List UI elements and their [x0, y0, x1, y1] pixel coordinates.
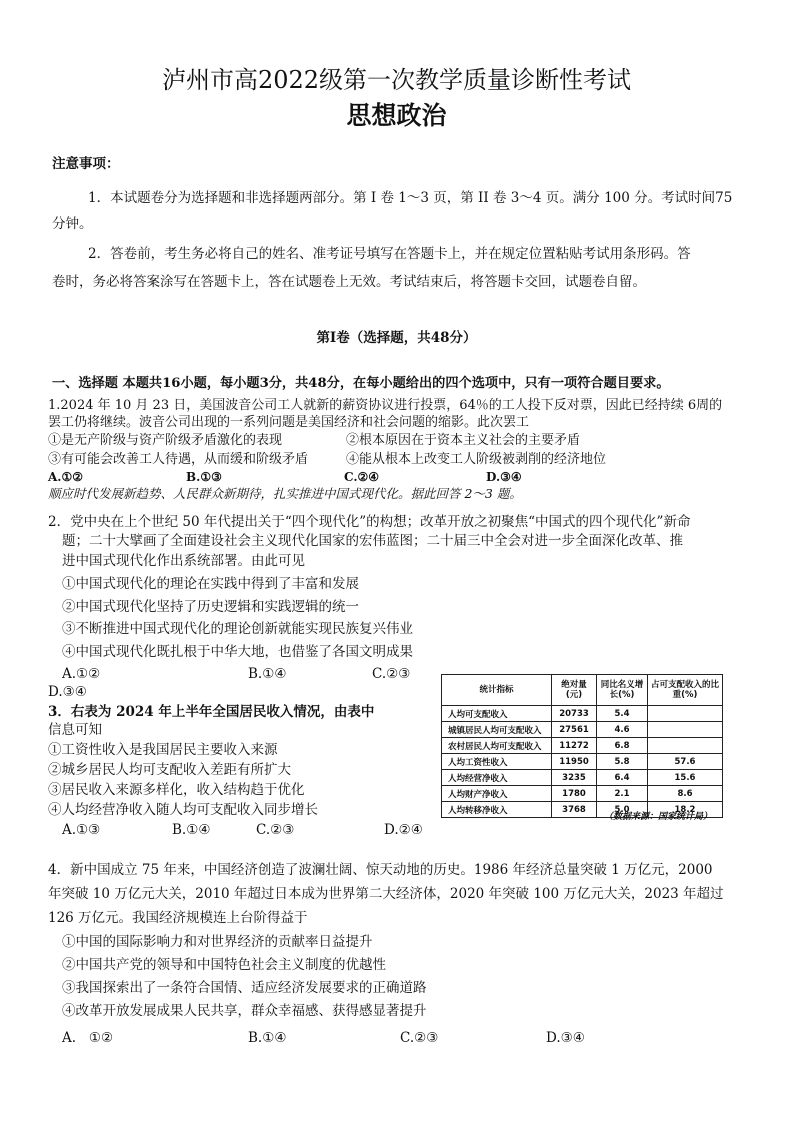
row-label: 人均转移净收入	[442, 802, 552, 818]
row-absolute: 3768	[552, 802, 597, 818]
q3-option-1: ①工资性收入是我国居民主要收入来源	[48, 742, 278, 758]
header-indicator: 统计指标	[442, 675, 552, 706]
row-label: 农村居民人均可支配收入	[442, 738, 552, 754]
q4-stem-line-3: 126 万亿元。我国经济规模连上台阶得益于	[48, 910, 308, 926]
q1-option-3: ③有可能会改善工人待遇，从而缓和阶级矛盾	[48, 452, 309, 467]
q4-stem-line-2: 年突破 10 万亿元大关，2010 年超过日本成为世界第二大经济体，2020 年突破 100 万亿元大关，2023 年超过	[48, 886, 724, 902]
row-absolute: 1780	[552, 786, 597, 802]
q1-stem-line-2: 罢工仍将继续。波音公司出现的一系列问题是美国经济和社会问题的缩影。此次罢工	[48, 415, 530, 430]
q4-choice-d: D.③④	[546, 1030, 585, 1046]
intro-q2-q3: 顺应时代发展新趋势、人民群众新期待，扎实推进中国式现代化。据此回答 2～3 题。	[48, 486, 522, 501]
q3-choice-b: B.①④	[172, 822, 211, 838]
row-growth: 5.8	[597, 754, 648, 770]
row-absolute: 11950	[552, 754, 597, 770]
q1-option-4: ④能从根本上改变工人阶级被剥削的经济地位	[346, 452, 607, 467]
row-share: 57.6	[648, 754, 723, 770]
q3-stem-line-1: 3．右表为 2024 年上半年全国居民收入情况，由表中	[48, 704, 375, 720]
header-growth: 同比名义增长(%)	[597, 675, 648, 706]
q3-choice-a: A.①③	[62, 822, 101, 838]
table-source: （数据来源：国家统计局）	[604, 812, 713, 822]
notice-item-1-line-1: 1．本试题卷分为选择题和非选择题两部分。第 I 卷 1～3 页，第 II 卷 3～4 页。满分 100 分。考试时间75	[88, 190, 733, 206]
row-absolute: 3235	[552, 770, 597, 786]
q3-stem-line-2: 信息可知	[48, 722, 102, 738]
row-share	[648, 706, 723, 722]
q3-choice-d: D.②④	[384, 822, 423, 838]
q3-choice-c: C.②③	[256, 822, 295, 838]
notice-item-2-line-2: 卷时，务必将答案涂写在答题卡上，答在试题卷上无效。考试结束后，将答题卡交回，试题卷自留。	[52, 274, 646, 290]
table-row	[442, 706, 723, 722]
row-growth: 6.8	[597, 738, 648, 754]
q3-option-2: ②城乡居民人均可支配收入差距有所扩大	[48, 762, 291, 778]
q1-option-1: ①是无产阶级与资产阶级矛盾激化的表现	[48, 433, 283, 448]
row-share	[648, 722, 723, 738]
q2-option-4: ④中国式现代化既扎根于中华大地，也借鉴了各国文明成果	[62, 644, 413, 660]
table-row	[442, 770, 723, 786]
table-row	[442, 738, 723, 754]
q1-choice-b: B.①③	[186, 470, 222, 484]
q3-option-4: ④人均经营净收入随人均可支配收入同步增长	[48, 802, 318, 818]
table-row	[442, 786, 723, 802]
q2-choice-b: B.①④	[248, 666, 287, 682]
header-share: 占可支配收入的比重(%)	[648, 675, 723, 706]
q4-choice-a: A. ①②	[62, 1030, 114, 1046]
row-label: 城镇居民人均可支配收入	[442, 722, 552, 738]
q2-option-1: ①中国式现代化的理论在实践中得到了丰富和发展	[62, 576, 359, 592]
q1-choice-c: C.②④	[344, 470, 380, 484]
q1-choice-d: D.③④	[486, 470, 522, 484]
q4-option-1: ①中国的国际影响力和对世界经济的贡献率日益提升	[62, 934, 373, 950]
q4-option-4: ④改革开放发展成果人民共享，群众幸福感、获得感显著提升	[62, 1003, 427, 1019]
header-absolute: 绝对量(元)	[552, 675, 597, 706]
row-label: 人均经营净收入	[442, 770, 552, 786]
subject-title: 思想政治	[346, 101, 447, 130]
row-share: 8.6	[648, 786, 723, 802]
q2-option-3: ③不断推进中国式现代化的理论创新就能实现民族复兴伟业	[62, 621, 413, 637]
q2-stem-line-3: 进中国式现代化作出系统部署。由此可见	[62, 553, 305, 569]
row-growth: 5.0	[597, 802, 648, 818]
row-absolute: 27561	[552, 722, 597, 738]
q1-stem-line-1: 1.2024 年 10 月 23 日，美国波音公司工人就新的薪资协议进行投票，64％的工人投下反对票，因此已经持续 6周的	[48, 398, 723, 413]
table-row	[442, 754, 723, 770]
q4-option-3: ③我国探索出了一条符合国情、适应经济发展要求的正确道路	[62, 980, 427, 996]
row-absolute: 11272	[552, 738, 597, 754]
q2-option-2: ②中国式现代化坚持了历史逻辑和实践逻辑的统一	[62, 599, 359, 615]
row-growth: 2.1	[597, 786, 648, 802]
q4-option-2: ②中国共产党的领导和中国特色社会主义制度的优越性	[62, 957, 386, 973]
q4-choice-c: C.②③	[400, 1030, 439, 1046]
table-row	[442, 722, 723, 738]
row-share: 15.6	[648, 770, 723, 786]
notice-item-1-line-2: 分钟。	[52, 216, 93, 232]
row-label: 人均工资性收入	[442, 754, 552, 770]
q2-choice-a: A.①②	[62, 666, 101, 682]
q2-stem-line-2: 题；二十大擘画了全面建设社会主义现代化国家的宏伟蓝图；二十届三中全会对进一步全面深化改革、推	[62, 533, 683, 549]
row-growth: 4.6	[597, 722, 648, 738]
row-absolute: 20733	[552, 706, 597, 722]
row-growth: 5.4	[597, 706, 648, 722]
q2-stem-line-1: 2．党中央在上个世纪 50 年代提出关于“四个现代化”的构想；改革开放之初聚焦“中国式的四个现代化”新命	[48, 514, 691, 530]
q2-choice-d: D.③④	[48, 684, 87, 700]
section-1-heading: 一、选择题 本题共16小题，每小题3分，共48分，在每小题给出的四个选项中，只有一项符合题目要求。	[52, 376, 670, 391]
notice-item-2-line-1: 2．答卷前，考生务必将自己的姓名、准考证号填写在答题卡上，并在规定位置粘贴考试用条形码。答	[88, 246, 691, 262]
row-label: 人均可支配收入	[442, 706, 552, 722]
exam-title: 泸州市高2022级第一次教学质量诊断性考试	[161, 66, 632, 94]
income-table-header	[442, 675, 723, 706]
q1-choice-a: A.①②	[48, 470, 84, 484]
q2-choice-c: C.②③	[372, 666, 411, 682]
row-share	[648, 738, 723, 754]
row-growth: 6.4	[597, 770, 648, 786]
q4-choice-b: B.①④	[248, 1030, 287, 1046]
q1-option-2: ②根本原因在于资本主义社会的主要矛盾	[346, 433, 581, 448]
row-share: 18.2	[648, 802, 723, 818]
q3-option-3: ③居民收入来源多样化，收入结构趋于优化	[48, 782, 305, 798]
q4-stem-line-1: 4．新中国成立 75 年来，中国经济创造了波澜壮阔、惊天动地的历史。1986 年经济总量突破 1 万亿元，2000	[48, 862, 713, 878]
notice-heading: 注意事项：	[52, 156, 120, 172]
part-1-heading: 第I卷（选择题，共48分）	[316, 330, 477, 346]
row-label: 人均财产净收入	[442, 786, 552, 802]
income-table	[441, 674, 723, 818]
